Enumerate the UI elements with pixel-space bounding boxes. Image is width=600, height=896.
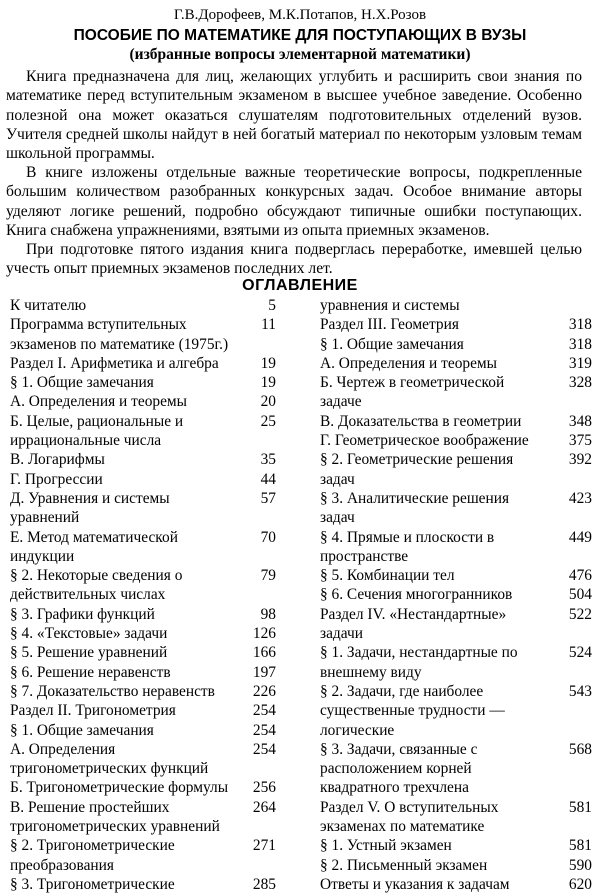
toc-entry-title: § 2. Некоторые сведения о действительных числах	[10, 567, 183, 604]
book-title: ПОСОБИЕ ПО МАТЕМАТИКЕ ДЛЯ ПОСТУПАЮЩИХ В ВУЗЫ	[73, 27, 527, 44]
toc-entry-page: 348	[568, 412, 592, 430]
toc-entry	[10, 624, 276, 643]
toc-entry	[10, 392, 276, 411]
toc-entry-title: § 5. Комбинации тел	[320, 567, 455, 585]
toc-entry	[320, 643, 592, 682]
toc-entry-page: 57	[260, 489, 276, 507]
toc-entry	[320, 431, 592, 450]
toc-entry	[10, 643, 276, 662]
toc-entry-title: Раздел I. Арифметика и алгебра	[10, 354, 219, 372]
toc-entry-page: 375	[568, 432, 592, 450]
description-paragraph: При подготовке пятого издания книга подверглась переработке, имевшей целью учесть опыт приемных экзаменов последних лет.	[6, 241, 582, 278]
toc-entry-page: 590	[568, 856, 592, 874]
toc-heading: ОГЛАВЛЕНИЕ	[242, 277, 358, 294]
toc-entry-title: Ответы и указания к задачам	[320, 875, 510, 893]
toc-right-column	[320, 296, 592, 894]
toc-entry-title: § 3. Задачи, связанные с расположением корней квадратного трехчлена	[320, 740, 478, 797]
toc-entry-page: 79	[260, 567, 276, 585]
toc-entry-title: А. Определения тригонометрических функций	[10, 740, 209, 778]
toc-entry-title: § 2. Задачи, где наиболее существенные трудности — логические	[320, 682, 505, 739]
toc-entry	[320, 682, 592, 740]
toc-entry-title: Е. Метод математической индукции	[10, 528, 178, 565]
toc-entry	[10, 354, 276, 373]
toc-entry	[10, 566, 276, 605]
toc-entry-title: В. Решение простейших тригонометрических уравнений	[10, 798, 220, 836]
toc-entry-page: 166	[252, 644, 276, 662]
toc-entry-title: А. Определения и теоремы	[10, 393, 187, 411]
toc-entry	[10, 721, 276, 740]
toc-entry-title: § 4. «Текстовые» задачи	[10, 625, 168, 643]
toc-entry-title: В. Логарифмы	[10, 451, 105, 469]
toc-entry-page: 44	[260, 470, 276, 488]
toc-entry	[10, 315, 276, 354]
toc-entry-page: 522	[568, 605, 592, 623]
toc-entry	[320, 373, 592, 412]
toc-entry-title: § 5. Решение уравнений	[10, 644, 168, 662]
toc-entry	[320, 315, 592, 334]
toc-entry	[320, 740, 592, 798]
toc-entry-title: § 2. Письменный экзамен	[320, 856, 488, 874]
toc-entry-page: 11	[261, 316, 276, 334]
toc-entry-page: 25	[260, 412, 276, 430]
toc-entry-title: § 6. Сечения многогранников	[320, 586, 513, 604]
toc-entry-title: § 1. Задачи, нестандартные по внешнему виду	[320, 644, 518, 681]
toc-entry-page: 254	[252, 721, 276, 739]
toc-entry-page: 620	[568, 875, 592, 893]
toc-entry-title: § 1. Общие замечания	[320, 335, 464, 353]
toc-entry-page: 423	[568, 489, 592, 507]
toc-entry	[10, 778, 276, 797]
toc-entry	[10, 373, 276, 392]
toc-entry	[320, 335, 592, 354]
toc-entry	[10, 663, 276, 682]
toc-entry	[10, 528, 276, 567]
toc-entry-title: Б. Целые, рациональные и иррациональные числа	[10, 412, 184, 450]
toc-entry-page: 543	[568, 682, 592, 700]
toc-entry	[320, 528, 592, 567]
description-paragraph: Книга предназначена для лиц, желающих углубить и расширить свои знания по математике перед вступительным экзаменом в высшее учебное заведение. Особенно полезной она может оказаться слушателям подготовительных отделений вузов. Учителя средней школы найдут в ней богатый материал по некоторым узловым темам школьной программы.	[6, 68, 582, 163]
toc-entry	[10, 836, 276, 875]
toc-entry-title: Г. Прогрессии	[10, 470, 103, 488]
toc-entry-page: 226	[252, 682, 276, 700]
toc-entry	[10, 605, 276, 624]
toc-entry-title: А. Определения и теоремы	[320, 354, 497, 372]
toc-entry	[320, 489, 592, 528]
toc-entry-title: К читателю	[10, 297, 87, 314]
toc-entry	[10, 682, 276, 701]
toc-entry	[10, 412, 276, 451]
toc-entry	[10, 875, 276, 894]
toc-entry-title: уравнения и системы	[320, 297, 460, 314]
toc-entry-page: 70	[260, 528, 276, 546]
toc-entry-page: 392	[568, 451, 592, 469]
toc-entry-title: § 2. Геометрические решения задач	[320, 451, 514, 488]
toc-entry-title: § 1. Устный экзамен	[320, 837, 452, 855]
toc-entry	[320, 412, 592, 431]
toc-entry-title: Программа вступительных экзаменов по математике (1975г.)	[10, 316, 229, 353]
toc-entry-title: § 1. Общие замечания	[10, 721, 154, 739]
toc-entry	[320, 798, 592, 837]
toc-entry-title: § 6. Решение неравенств	[10, 663, 171, 681]
toc-entry	[320, 354, 592, 373]
toc-entry-page: 254	[252, 740, 276, 758]
toc-entry-page: 19	[260, 354, 276, 372]
toc-entry-page: 504	[568, 586, 592, 604]
toc-entry-title: Б. Тригонометрические формулы	[10, 779, 229, 797]
toc-entry-title: В. Доказательства в геометрии	[320, 412, 522, 430]
toc-entry	[320, 296, 592, 315]
toc-entry-page: 126	[252, 625, 276, 643]
description-paragraph: В книге изложены отдельные важные теоретические вопросы, подкрепленные большим количеством разобранных конкурсных задач. Особое внимание авторы уделяют логике решений, подробно обсуждают типичные ошибки поступающих. Книга снабжена упражнениями, взятыми из опыта приемных экзаменов.	[6, 164, 582, 239]
toc-entry-page: 197	[252, 663, 276, 681]
toc-entry-page: 285	[252, 875, 276, 893]
toc-entry-page: 319	[568, 354, 592, 372]
toc-entry-title: Раздел II. Тригонометрия	[10, 702, 176, 720]
toc-left-column	[10, 296, 276, 894]
toc-entry	[10, 296, 276, 315]
toc-entry-page: 271	[252, 837, 276, 855]
toc-entry	[10, 489, 276, 528]
toc-entry-page: 264	[252, 798, 276, 816]
authors: Г.В.Дорофеев, М.К.Потапов, Н.Х.Розов	[173, 7, 427, 23]
book-subtitle: (избранные вопросы элементарной математики)	[129, 46, 471, 63]
toc-entry-page: 19	[260, 374, 276, 392]
toc-entry-page: 328	[568, 374, 592, 392]
toc-entry-title: Г. Геометрическое воображение	[320, 432, 529, 450]
toc-entry-page: 476	[568, 567, 592, 585]
toc-entry-page: 581	[568, 798, 592, 816]
toc-entry-title: § 3. Тригонометрические	[10, 875, 175, 893]
toc-entry	[320, 875, 592, 894]
toc-entry-title: Раздел V. О вступительных экзаменах по математике	[320, 798, 499, 836]
toc-entry	[10, 470, 276, 489]
toc-entry-title: § 3. Графики функций	[10, 605, 155, 623]
toc-entry-page: 98	[260, 605, 276, 623]
toc-entry-title: Б. Чертеж в геометрической задаче	[320, 374, 505, 411]
toc-entry-page: 20	[260, 393, 276, 411]
toc-entry-title: § 1. Общие замечания	[10, 374, 154, 392]
toc-entry-page: 449	[568, 528, 592, 546]
toc-entry-title: Раздел IV. «Нестандартные» задачи	[320, 605, 507, 643]
toc-entry-title: § 4. Прямые и плоскости в пространстве	[320, 528, 495, 565]
toc-entry-title: Д. Уравнения и системы уравнений	[10, 489, 170, 527]
toc-entry-title: § 2. Тригонометрические преобразования	[10, 837, 175, 874]
toc-entry	[320, 566, 592, 585]
toc-entry	[10, 450, 276, 469]
toc-entry-page: 35	[260, 451, 276, 469]
toc-entry	[320, 836, 592, 855]
toc-entry	[320, 585, 592, 604]
toc-entry-page: 254	[252, 702, 276, 720]
toc-entry-title: Раздел III. Геометрия	[320, 316, 459, 334]
toc-entry-page: 318	[568, 335, 592, 353]
toc-entry	[320, 605, 592, 644]
toc-entry-page: 581	[568, 837, 592, 855]
toc-entry	[10, 701, 276, 720]
toc-entry-page: 256	[252, 779, 276, 797]
toc-entry	[10, 740, 276, 779]
toc-entry	[10, 798, 276, 837]
toc-entry-page: 5	[268, 297, 276, 314]
toc-entry-title: § 7. Доказательство неравенств	[10, 682, 215, 700]
toc-entry-page: 524	[568, 644, 592, 662]
toc-entry	[320, 450, 592, 489]
toc-entry-page: 568	[568, 740, 592, 758]
toc-entry-title: § 3. Аналитические решения задач	[320, 489, 510, 527]
toc-entry-page: 318	[568, 316, 592, 334]
toc-entry	[320, 856, 592, 875]
